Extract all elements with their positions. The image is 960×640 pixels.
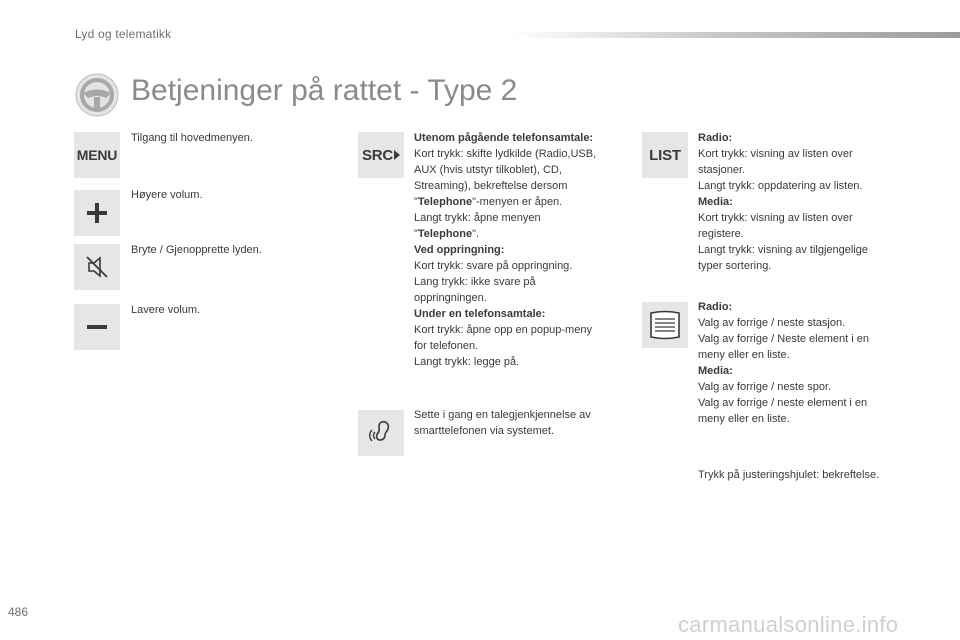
text-line: Valg av forrige / neste element i en xyxy=(698,397,868,409)
text-line: Valg av forrige / neste spor. xyxy=(698,381,832,393)
header-bar xyxy=(510,32,960,38)
text-line: Lang trykk: ikke svare på xyxy=(414,276,536,288)
mute-description xyxy=(131,242,262,258)
heading: Under en telefonsamtale: xyxy=(414,308,546,320)
quote: " xyxy=(414,228,418,240)
quote: " xyxy=(414,196,418,208)
menu-button-icon xyxy=(74,132,120,178)
telephone-term: Telephone xyxy=(417,196,473,208)
volume-down-description xyxy=(131,302,200,318)
text-line: Bryte / Gjenopprette lyden. xyxy=(131,244,262,256)
text-line: stasjoner. xyxy=(698,164,746,176)
text-fragment: ". xyxy=(472,228,480,240)
text-line: Kort trykk: åpne opp en popup-meny xyxy=(414,324,592,336)
thumbwheel-icon xyxy=(642,302,688,348)
text-line: Lavere volum. xyxy=(131,304,201,316)
text-line: Valg av forrige / Neste element i en xyxy=(698,333,869,345)
text-line: Sette i gang en talegjenkjennelse av xyxy=(414,409,591,421)
steering-wheel-icon xyxy=(74,72,120,118)
text-line: meny eller en liste. xyxy=(698,413,790,425)
heading: Radio: xyxy=(698,132,733,144)
text-line: Kort trykk: svare på oppringning. xyxy=(414,260,573,272)
thumbwheel-description xyxy=(698,299,869,427)
text-line: Tilgang til hovedmenyen. xyxy=(131,132,253,144)
text-line: Kort trykk: visning av listen over xyxy=(698,148,853,160)
text-line: Kort trykk: visning av listen over xyxy=(698,212,853,224)
list-button-icon xyxy=(642,132,688,178)
thumbwheel-press-description xyxy=(698,467,879,483)
text-line: typer sortering. xyxy=(698,260,772,272)
volume-up-description xyxy=(131,187,203,203)
mute-speaker-icon xyxy=(74,244,120,290)
text-line: AUX (hvis utstyr tilkoblet), CD, xyxy=(414,164,562,176)
page-number: 486 xyxy=(8,605,29,619)
text-line: Streaming), bekreftelse dersom xyxy=(414,180,568,192)
list-label: LIST xyxy=(649,146,681,164)
minus-icon xyxy=(74,304,120,350)
voice-description xyxy=(414,407,591,439)
watermark: carmanualsonline.info xyxy=(678,612,899,637)
text-line: oppringningen. xyxy=(414,292,487,304)
text-line: meny eller en liste. xyxy=(698,349,790,361)
text-line: for telefonen. xyxy=(414,340,479,352)
text-line: Langt trykk: visning av tilgjengelige xyxy=(698,244,868,256)
menu-description xyxy=(131,130,253,146)
text-line: Langt trykk: åpne menyen xyxy=(414,212,541,224)
text-line: registere. xyxy=(698,228,744,240)
text-line: Langt trykk: legge på. xyxy=(414,356,520,368)
heading: Media: xyxy=(698,365,733,377)
menu-label: MENU xyxy=(76,147,118,163)
text-line: Trykk på justeringshjulet: bekreftelse. xyxy=(698,469,880,481)
plus-icon xyxy=(74,190,120,236)
text-line: Valg av forrige / neste stasjon. xyxy=(698,317,846,329)
list-description xyxy=(698,130,868,274)
heading: Radio: xyxy=(698,301,733,313)
text-line: Høyere volum. xyxy=(131,189,203,201)
src-button-icon xyxy=(358,132,404,178)
page-title: Betjeninger på rattet - Type 2 xyxy=(131,74,518,107)
text-line: Kort trykk: skifte lydkilde (Radio,USB, xyxy=(414,148,597,160)
src-description xyxy=(414,130,596,370)
heading: Ved oppringning: xyxy=(414,244,505,256)
text-fragment: "-menyen er åpen. xyxy=(472,196,563,208)
src-label: SRC xyxy=(361,146,394,164)
text-line: smarttelefonen via systemet. xyxy=(414,425,555,437)
heading: Utenom pågående telefonsamtale: xyxy=(414,132,594,144)
heading: Media: xyxy=(698,196,733,208)
telephone-term: Telephone xyxy=(417,228,473,240)
voice-recognition-icon xyxy=(358,410,404,456)
text-line: Langt trykk: oppdatering av listen. xyxy=(698,180,863,192)
section-label: Lyd og telematikk xyxy=(75,27,172,41)
